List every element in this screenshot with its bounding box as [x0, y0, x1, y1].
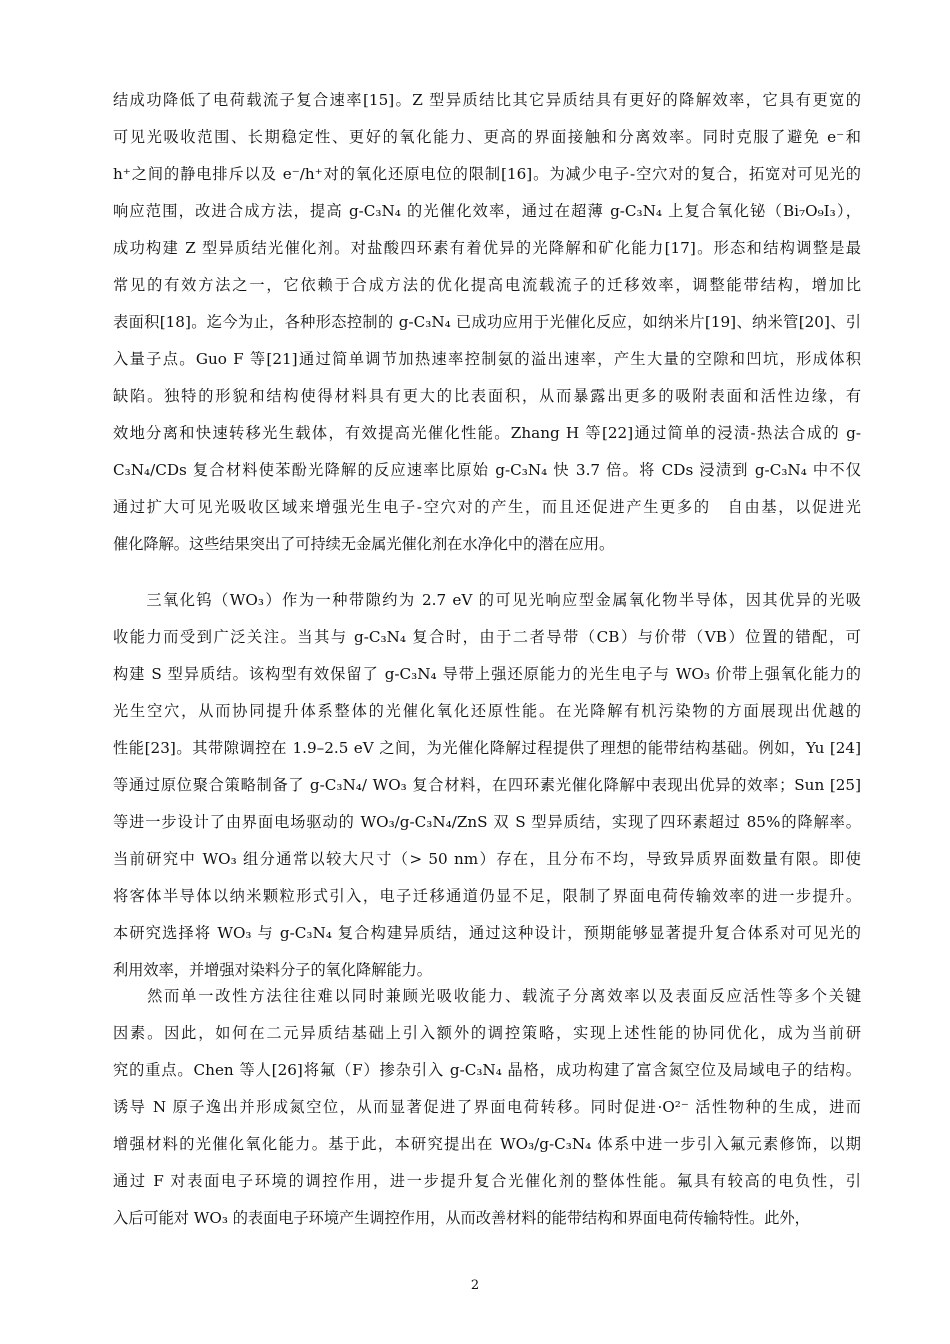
text-line: 等进一步设计了由界面电场驱动的 WO₃/g-C₃N₄/ZnS 双 S 型异质结，实现了四环素超过 85%的降解率。	[113, 813, 861, 831]
text-line: 然而单一改性方法往往难以同时兼顾光吸收能力、载流子分离效率以及表面反应活性等多个关键	[113, 987, 861, 1005]
text-line: 缺陷。独特的形貌和结构使得材料具有更大的比表面积，从而暴露出更多的吸附表面和活性边缘，有	[113, 387, 861, 405]
paragraph-wo3-heterojunction	[113, 582, 861, 989]
text-line: 光生空穴，从而协同提升体系整体的光催化氧化还原性能。在光降解有机污染物的方面展现出优越的	[113, 702, 861, 720]
text-line: 入量子点。Guo F 等[21]通过简单调节加热速率控制氨的溢出速率，产生大量的空隙和凹坑，形成体积	[113, 350, 861, 368]
text-line: 当前研究中 WO₃ 组分通常以较大尺寸（> 50 nm）存在，且分布不均，导致异质界面数量有限。即使	[113, 850, 861, 868]
text-line: 效地分离和快速转移光生载体，有效提高光催化性能。Zhang H 等[22]通过简单的浸渍-热法合成的 g-	[113, 424, 861, 442]
text-line: 常见的有效方法之一，它依赖于合成方法的优化提高电流载流子的迁移效率，调整能带结构，增加比	[113, 276, 861, 294]
text-line: 响应范围，改进合成方法，提高 g-C₃N₄ 的光催化效率，通过在超薄 g-C₃N₄ 上复合氧化铋（Bi₇O₉I₃），	[113, 202, 861, 220]
text-line: 入后可能对 WO₃ 的表面电子环境产生调控作用，从而改善材料的能带结构和界面电荷传输特性。此外，	[113, 1209, 810, 1227]
text-line: 表面积[18]。迄今为止，各种形态控制的 g-C₃N₄ 已成功应用于光催化反应，如纳米片[19]、纳米管[20]、引	[113, 313, 861, 331]
text-line: 成功构建 Z 型异质结光催化剂。对盐酸四环素有着优异的光降解和矿化能力[17]。形态和结构调整是最	[113, 239, 861, 257]
text-line: 构建 S 型异质结。该构型有效保留了 g-C₃N₄ 导带上强还原能力的光生电子与 WO₃ 价带上强氧化能力的	[113, 665, 861, 683]
text-line: 收能力而受到广泛关注。当其与 g-C₃N₄ 复合时，由于二者导带（CB）与价带（VB）位置的错配，可	[113, 628, 861, 646]
text-line: 通过扩大可见光吸收区域来增强光生电子-空穴对的产生，而且还促进产生更多的 自由基，以促进光	[113, 498, 861, 516]
text-line: 可见光吸收范围、长期稳定性、更好的氧化能力、更高的界面接触和分离效率。同时克服了避免 e⁻和	[113, 128, 861, 146]
text-line: 本研究选择将 WO₃ 与 g-C₃N₄ 复合构建异质结，通过这种设计，预期能够显著提升复合体系对可见光的	[113, 924, 861, 942]
text-line: 诱导 N 原子逸出并形成氮空位，从而显著促进了界面电荷转移。同时促进·O²⁻ 活性物种的生成，进而	[113, 1098, 861, 1116]
text-line: 等通过原位聚合策略制备了 g-C₃N₄/ WO₃ 复合材料，在四环素光催化降解中表现出优异的效率；Sun [25]	[113, 776, 861, 794]
text-line: C₃N₄/CDs 复合材料使苯酚光降解的反应速率比原始 g-C₃N₄ 快 3.7 倍。将 CDs 浸渍到 g-C₃N₄ 中不仅	[113, 461, 861, 479]
text-line: h⁺之间的静电排斥以及 e⁻/h⁺对的氧化还原电位的限制[16]。为减少电子-空穴对的复合，拓宽对可见光的	[113, 165, 861, 183]
text-line: 三氧化钨（WO₃）作为一种带隙约为 2.7 eV 的可见光响应型金属氧化物半导体，因其优异的光吸	[113, 591, 861, 609]
text-line: 增强材料的光催化氧化能力。基于此，本研究提出在 WO₃/g-C₃N₄ 体系中进一步引入氟元素修饰，以期	[113, 1135, 861, 1153]
text-line: 性能[23]。其带隙调控在 1.9–2.5 eV 之间，为光催化降解过程提供了理想的能带结构基础。例如，Yu [24]	[113, 739, 861, 757]
text-line: 通过 F 对表面电子环境的调控作用，进一步提升复合光催化剂的整体性能。氟具有较高的电负性，引	[113, 1172, 861, 1190]
text-line: 因素。因此，如何在二元异质结基础上引入额外的调控策略，实现上述性能的协同优化，成为当前研	[113, 1024, 861, 1042]
text-line: 利用效率，并增强对染料分子的氧化降解能力。	[113, 961, 432, 979]
text-line: 催化降解。这些结果突出了可持续无金属光催化剂在水净化中的潜在应用。	[113, 535, 615, 553]
paragraph-photocatalysis-background	[113, 82, 861, 563]
text-line: 将客体半导体以纳米颗粒形式引入，电子迁移通道仍显不足，限制了界面电荷传输效率的进一步提升。	[113, 887, 861, 905]
paragraph-fluorine-modification	[113, 978, 861, 1237]
page-number: 2	[470, 1278, 480, 1293]
text-line: 究的重点。Chen 等人[26]将氟（F）掺杂引入 g-C₃N₄ 晶格，成功构建了富含氮空位及局域电子的结构。	[113, 1061, 861, 1079]
text-line: 结成功降低了电荷载流子复合速率[15]。Z 型异质结比其它异质结具有更好的降解效率，它具有更宽的	[113, 91, 861, 109]
